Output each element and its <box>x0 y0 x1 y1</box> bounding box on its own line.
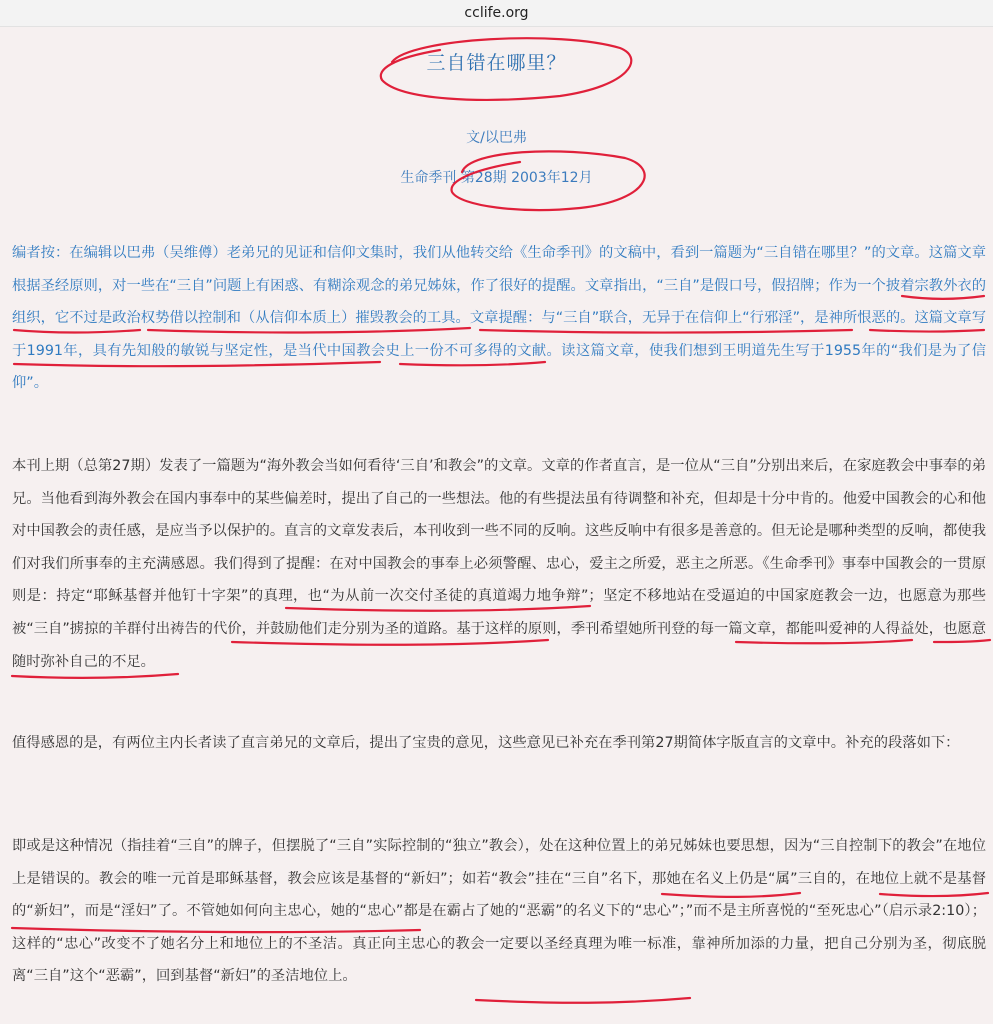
editor-note: 编者按：在编辑以巴弗（吴维僔）老弟兄的见证和信仰文集时，我们从他转交给《生命季刊》的文稿中，看到一篇题为“三自错在哪里？”的文章。这篇文章根据圣经原则，对一些在“三自”问题上有困惑、有糊涂观念的弟兄姊妹，作了很好的提醒。文章指出，“三自”是假口号，假招牌；作为一个披着宗教外衣的组织，它不过是政治权势借以控制和（从信仰本质上）摧毁教会的工具。文章提醒：与“三自”联合，无异于在信仰上“行邪淫”，是神所恨恶的。这篇文章写于1991年，具有先知般的敏锐与坚定性，是当代中国教会史上一份不可多得的文献。读这篇文章，使我们想到王明道先生写于1955年的“我们是为了信仰”。 <box>12 245 986 392</box>
body-paragraph-1: 本刊上期（总第27期）发表了一篇题为“海外教会当如何看待‘三自’和教会”的文章。文章的作者直言，是一位从“三自”分别出来后，在家庭教会中事奉的弟兄。当他看到海外教会在国内事奉中的某些偏差时，提出了自己的一些想法。他的有些提法虽有待调整和补充，但却是十分中肯的。他爱中国教会的心和他对中国教会的责任感，是应当予以保护的。直言的文章发表后，本刊收到一些不同的反响。这些反响中有很多是善意的。但无论是哪种类型的反响，都使我们对我们所事奉的主充满感恩。我们得到了提醒：在对中国教会的事奉上必须警醒、忠心，爱主之所爱，恶主之所恶。《生命季刊》事奉中国教会的一贯原则是：持定“耶稣基督并他钉十字架”的真理，也“为从前一次交付圣徒的真道竭力地争辩”；坚定不移地站在受逼迫的中国家庭教会一边，也愿意为那些被“三自”掳掠的羊群付出祷告的代价，并鼓励他们走分别为圣的道路。基于这样的原则，季刊希望她所刊登的每一篇文章，都能叫爱神的人得益处，也愿意随时弥补自己的不足。 <box>12 458 986 670</box>
body-paragraph-2: 值得感恩的是，有两位主内长者读了直言弟兄的文章后，提出了宝贵的意见，这些意见已补充在季刊第27期简体字版直言的文章中。补充的段落如下： <box>12 735 960 751</box>
body-paragraph-3: 即或是这种情况（指挂着“三自”的牌子，但摆脱了“三自”实际控制的“独立”教会），处在这种位置上的弟兄姊妹也要思想，因为“三自控制下的教会”在地位上是错误的。教会的唯一元首是耶稣基督，教会应该是基督的“新妇”；如若“教会”挂在“三自”名下，那她在名义上仍是“属”三自的，在地位上就不是基督的“新妇”，而是“淫妇”了。不管她如何向主忠心，她的“忠心”都是在霸占了她的“恶霸”的名义下的“忠心”；”而不是主所喜悦的“至死忠心”（启示录2:10）；这样的“忠心”改变不了她名分上和地位上的不圣洁。真正向主忠心的教会一定要以圣经真理为唯一标准，靠神所加添的力量，把自己分别为圣，彻底脱离“三自”这个“恶霸”，回到基督“新妇”的圣洁地位上。 <box>12 838 986 985</box>
article-issue: 生命季刊 第28期 2003年12月 <box>400 170 593 186</box>
address-bar[interactable] <box>0 0 993 27</box>
article-byline: 文/以巴弗 <box>466 130 527 146</box>
article-title: 三自错在哪里？ <box>426 52 567 74</box>
underline-annotation <box>476 998 690 1003</box>
url-text: cclife.org <box>464 5 529 21</box>
